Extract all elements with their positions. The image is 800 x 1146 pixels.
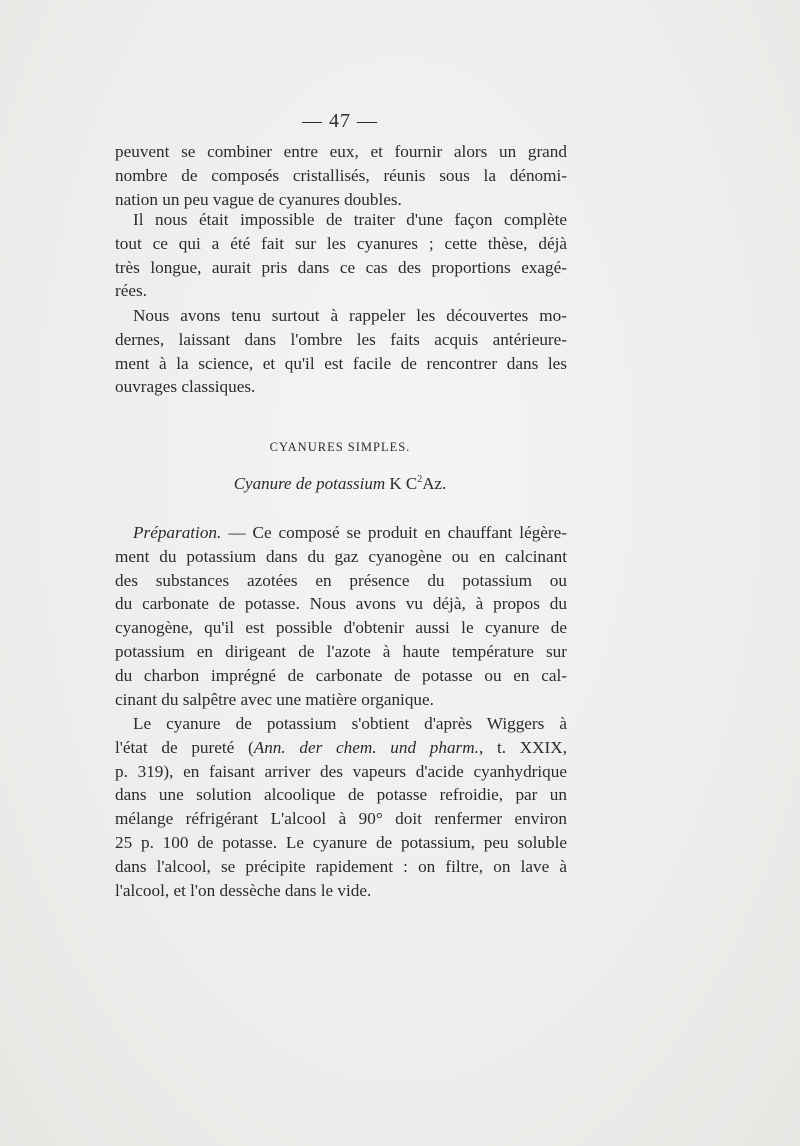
compound-formula: K $C^2Az$. — [389, 474, 447, 493]
paragraph-wiggers — [115, 712, 567, 902]
text-line: du charbon imprégné de carbonate de potasse ou en cal- — [115, 665, 567, 685]
preparation-label: Préparation. — [133, 523, 222, 542]
text-line: ouvrages classiques. — [115, 377, 256, 397]
text-line: tout ce qui a été fait sur les cyanures ; cette thèse, déjà — [115, 233, 567, 253]
text-line: Il nous était impossible de traiter d'une façon complète — [133, 210, 567, 229]
page-number: — 47 — — [302, 110, 378, 132]
text-line: l'état de pureté (Ann. der chem. und pharm., t. XXIX, — [115, 737, 567, 757]
text-line: 25 p. 100 de potasse. Le cyanure de potassium, peu soluble — [115, 832, 567, 852]
text-line: dans l'alcool, se précipite rapidement : on filtre, on lave à — [115, 856, 567, 876]
text-line: Préparation. — Ce composé se produit en chauffant légère- — [133, 523, 567, 542]
citation: Ann. der chem. und pharm. — [253, 737, 479, 757]
text-line: potassium en dirigeant de l'azote à haute température sur — [115, 641, 567, 661]
text-line: nombre de composés cristallisés, réunis sous la dénomi- — [115, 165, 567, 185]
text-line: mélange réfrigérant L'alcool à 90° doit renfermer environ — [115, 809, 567, 829]
text-line: cyanogène, qu'il est possible d'obtenir aussi le cyanure de — [115, 618, 567, 638]
text-line: l'alcool, et l'on dessèche dans le vide. — [115, 880, 372, 900]
text-line: ment à la science, et qu'il est facile de rencontrer dans les — [115, 353, 567, 373]
text-line: nation un peu vague de cyanures doubles. — [115, 189, 402, 209]
paragraph-1 — [115, 140, 567, 211]
text-line: p. 319), en faisant arriver des vapeurs d'acide cyanhydrique — [115, 761, 567, 781]
text-line: Le cyanure de potassium s'obtient d'après Wiggers à — [133, 714, 567, 733]
text-line: peuvent se combiner entre eux, et fournir alors un grand — [115, 142, 567, 161]
compound-name: Cyanure de potassium — [233, 474, 386, 493]
text-line: du carbonate de potasse. Nous avons vu déjà, à propos du — [115, 594, 567, 614]
text-line: ment du potassium dans du gaz cyanogène ou en calcinant — [115, 546, 567, 566]
paragraph-2 — [115, 208, 567, 303]
text-line: Nous avons tenu surtout à rappeler les découvertes mo- — [133, 306, 567, 325]
section-heading: CYANURES SIMPLES. — [269, 440, 411, 454]
paragraph-preparation — [115, 521, 567, 711]
text-line: cinant du salpêtre avec une matière organique. — [115, 689, 434, 709]
text-line: dans une solution alcoolique de potasse refroidie, par un — [115, 785, 567, 805]
paragraph-3 — [115, 304, 567, 399]
text-line: rées. — [115, 281, 147, 301]
text-line: très longue, aurait pris dans ce cas des proportions exagé- — [115, 257, 567, 277]
text-line: des substances azotées en présence du potassium ou — [115, 570, 567, 590]
compound-heading — [0, 474, 680, 494]
text-line: dernes, laissant dans l'ombre les faits acquis antérieure- — [115, 329, 567, 349]
